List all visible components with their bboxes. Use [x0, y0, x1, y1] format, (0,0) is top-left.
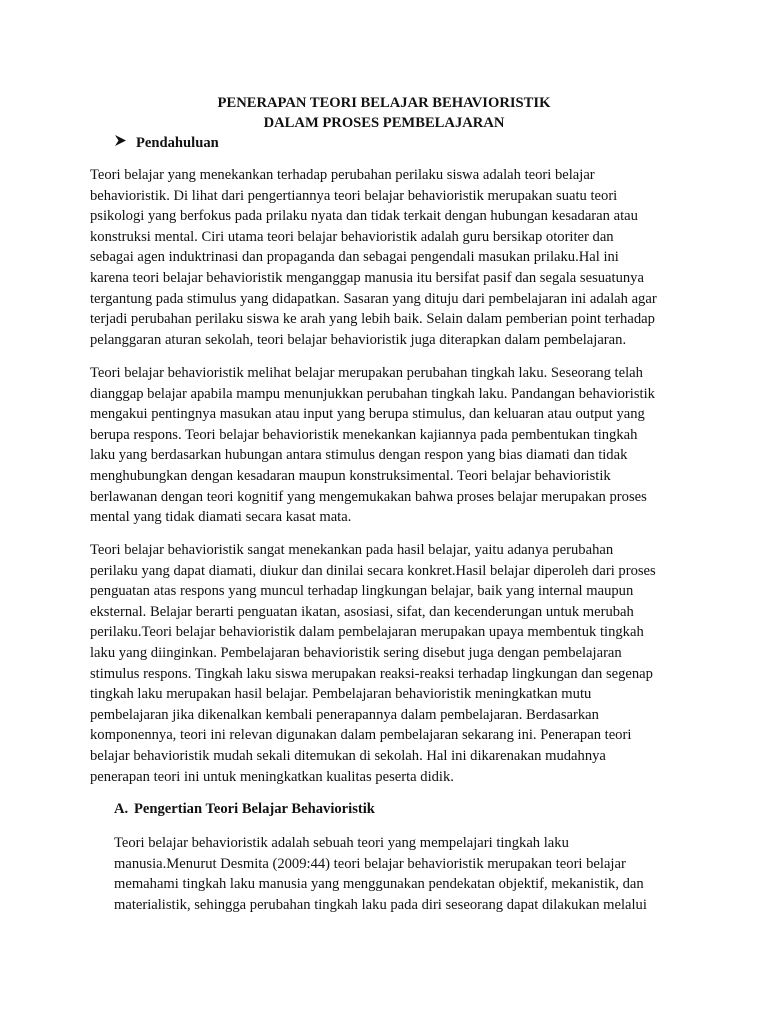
- paragraph-line: memahami tingkah laku manusia yang menggunakan pendekatan objektif, mekanistik, dan: [114, 876, 644, 893]
- paragraph-line: psikologi yang berfokus pada prilaku nyata dan tidak terkait dengan hubungan kesadaran atau: [90, 208, 638, 225]
- paragraph-line: Teori belajar behavioristik sangat menekankan pada hasil belajar, yaitu adanya perubahan: [90, 542, 614, 558]
- paragraph-line: Teori belajar yang menekankan terhadap perubahan perilaku siswa adalah teori belajar: [90, 167, 595, 183]
- paragraph-line: penerapan teori ini untuk meningkatkan kualitas peserta didik.: [90, 768, 454, 785]
- paragraph-line: stimulus respons. Tingkah laku siswa merupakan reaksi-reaksi terhadap lingkungan dan segenap: [90, 665, 653, 682]
- paragraph-line: terjadi perubahan perilaku siswa ke arah yang lebih baik. Selain dalam pemberian point terhadap: [90, 311, 655, 328]
- paragraph-line: manusia.Menurut Desmita (2009:44) teori belajar behavioristik merupakan teori belajar: [114, 855, 626, 872]
- paragraph-line: menghubungkan dengan kesadaran maupun konstruksimental. Teori belajar behavioristik: [90, 467, 611, 484]
- arrowhead-bullet-icon: [114, 133, 136, 153]
- paragraph-line: komponennya, teori ini relevan digunakan dalam pembelajaran sekarang ini. Penerapan teori: [90, 727, 632, 744]
- paragraph-line: behavioristik. Di lihat dari pengertiannya teori belajar behavioristik merupakan suatu teori: [90, 187, 618, 204]
- document-title: [0, 93, 768, 133]
- paragraph-line: sebagai agen induktrinasi dan propaganda dan sebagai pengendali masukan prilaku.Hal ini: [90, 249, 619, 266]
- paragraph-line: konstruksi mental. Ciri utama teori belajar behavioristik adalah guru bersikap otoriter dan: [90, 228, 614, 245]
- paragraph-line: berupa respons. Teori belajar behavioristik menekankan kajiannya pada pembentukan tingkah: [90, 426, 638, 443]
- paragraph-line: tergantung pada stimulus yang didapatkan. Sasaran yang dituju dari pembelajaran ini adalah agar: [90, 290, 657, 307]
- paragraph-line: pelanggaran aturan sekolah, teori belajar behavioristik juga diterapkan dalam pembelajaran.: [90, 331, 627, 348]
- paragraph-line: perilaku.Teori belajar behavioristik dalam pembelajaran merupakan upaya membentuk tingkah: [90, 624, 644, 641]
- paragraph-line: mengakui pentingnya masukan atau input yang berupa stimulus, dan keluaran atau output yang: [90, 406, 645, 423]
- paragraph-3: [90, 540, 690, 787]
- paragraph-line: laku yang diinginkan. Pembelajaran behavioristik sering disebut juga dengan pembelajaran: [90, 644, 622, 661]
- paragraph-1: [90, 165, 690, 350]
- paragraph-line: eksternal. Belajar berarti penguatan ikatan, asosiasi, sifat, dan kecenderungan untuk merubah: [90, 603, 634, 620]
- paragraph-line: laku yang berdasarkan hubungan antara stimulus dengan respon yang bias diamati dan tidak: [90, 447, 628, 464]
- paragraph-line: penguatan atas respons yang muncul terhadap lingkungan belajar, baik yang internal maupun: [90, 583, 634, 600]
- paragraph-line: belajar behavioristik mudah sekali ditemukan di sekolah. Hal ini dikarenakan mudahnya: [90, 747, 606, 764]
- paragraph-line: pembelajaran jika dikenalkan kembali penerapannya dalam pembelajaran. Berdasarkan: [90, 706, 599, 723]
- paragraph-line: mental yang tidak diamati secara kasat mata.: [90, 509, 352, 526]
- paragraph-line: dianggap belajar apabila mampu menunjukkan perubahan tingkah laku. Pandangan behavioristik: [90, 385, 655, 402]
- paragraph-line: karena teori belajar behavioristik menganggap manusia itu bersifat pasif dan segala sesuatunya: [90, 269, 644, 286]
- paragraph-line: Teori belajar behavioristik adalah sebuah teori yang mempelajari tingkah laku: [114, 835, 569, 851]
- section-a-title: Pengertian Teori Belajar Behavioristik: [134, 801, 375, 817]
- paragraph-line: perilaku yang dapat diamati, diukur dan dinilai secara konkret.Hasil belajar diperoleh dari proses: [90, 562, 656, 579]
- intro-heading-label: Pendahuluan: [136, 135, 219, 151]
- paragraph-2: [90, 363, 690, 528]
- title-line-1: PENERAPAN TEORI BELAJAR BEHAVIORISTIK: [217, 95, 551, 111]
- section-a-heading: [114, 799, 375, 819]
- paragraph-line: tingkah laku merupakan hasil belajar. Pembelajaran behavioristik meningkatkan mutu: [90, 686, 592, 703]
- paragraph-line: Teori belajar behavioristik melihat belajar merupakan perubahan tingkah laku. Seseorang telah: [90, 365, 643, 381]
- paragraph-line: materialistik, sehingga perubahan tingkah laku pada diri seseorang dapat dilakukan melalui: [114, 896, 647, 913]
- intro-heading: [114, 133, 219, 153]
- section-a-number: A.: [114, 801, 129, 817]
- paragraph-line: berlawanan dengan teori kognitif yang mengemukakan bahwa proses belajar merupakan proses: [90, 488, 647, 505]
- section-a-paragraph: [114, 833, 714, 915]
- title-line-2: DALAM PROSES PEMBELAJARAN: [263, 115, 505, 131]
